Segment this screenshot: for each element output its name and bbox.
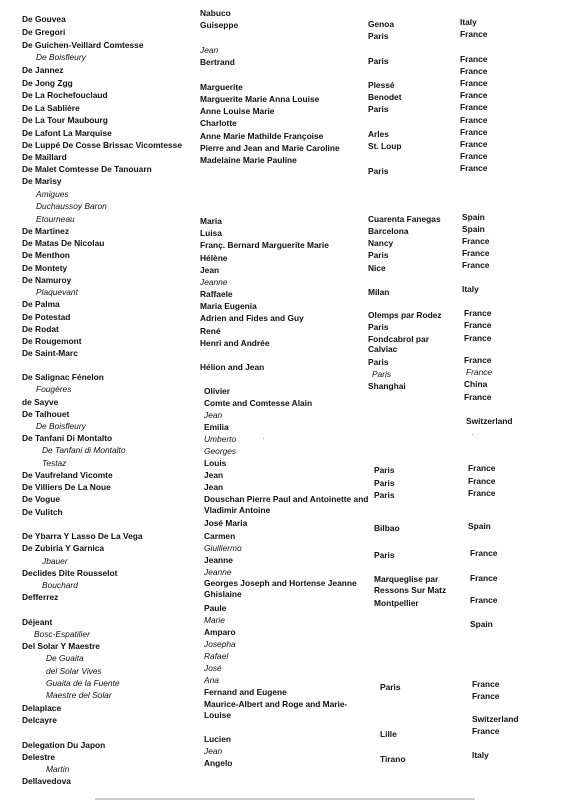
country: Spain: [470, 619, 493, 629]
surname: De Saint-Marc: [22, 348, 78, 358]
country: Italy: [472, 750, 489, 760]
city: Genoa: [368, 19, 395, 29]
country: France: [472, 679, 500, 689]
city: Cuarenta Fanegas: [368, 214, 441, 224]
given-name-sub: Jean: [204, 746, 223, 756]
surname: De Marisy: [22, 176, 62, 186]
city-sub: Paris: [372, 369, 392, 379]
surname-sub: Fougères: [36, 384, 72, 394]
city: Paris: [380, 682, 401, 692]
given-name: Nabuco: [200, 8, 231, 18]
given-name-sub: Rafael: [204, 651, 229, 661]
surname-sub: De Boisfleury: [36, 421, 86, 431]
surname: De Zubiria Y Garnica: [22, 543, 105, 553]
surname: De Vogue: [22, 494, 61, 504]
surname: De Gouvea: [22, 14, 66, 24]
given-name-sub: Jeanne: [200, 277, 228, 287]
given-name: Maria Eugenia: [200, 301, 257, 311]
given-name-sub: Giulliermo: [204, 543, 242, 553]
surname-sub: Etourneau: [36, 214, 75, 224]
given-name: Emilia: [204, 422, 229, 432]
surname-sub: del Solar Vives: [46, 666, 102, 676]
country: Spain: [468, 521, 491, 531]
country: France: [462, 236, 490, 246]
country: France: [460, 102, 488, 112]
given-name: Marguerite: [200, 82, 243, 92]
country: France: [460, 90, 488, 100]
surname: De Tanfani Di Montalto: [22, 433, 113, 443]
given-name: Anne Marie Mathilde Françoise: [200, 131, 324, 141]
city: Barcelona: [368, 226, 409, 236]
country: Italy: [462, 284, 479, 294]
country: Spain: [462, 212, 485, 222]
surname: Defferrez: [22, 592, 59, 602]
city: Lille: [380, 729, 397, 739]
surname: De Palma: [22, 299, 60, 309]
city: Paris: [368, 104, 389, 114]
city: Nancy: [368, 238, 394, 248]
city: Paris: [374, 465, 395, 475]
surname: de Sayve: [22, 397, 59, 407]
given-name: Carmen: [204, 531, 236, 541]
surname: De Matas De Nicolau: [22, 238, 105, 248]
country: France: [460, 29, 488, 39]
given-name: Jean: [204, 470, 224, 480]
country: France: [464, 320, 492, 330]
country: France: [472, 726, 500, 736]
country: France: [460, 127, 488, 137]
surname-sub: Jbauer: [42, 556, 68, 566]
city: Paris: [374, 490, 395, 500]
given-name: Jeanne: [204, 555, 233, 565]
given-name: Georges Joseph and Hortense Jeanne Ghislaine: [204, 578, 357, 599]
country: Switzerland: [472, 714, 519, 724]
surname: De Maillard: [22, 152, 67, 162]
country: France: [464, 355, 492, 365]
surname: De Vulitch: [22, 507, 63, 517]
given-name: Olivier: [204, 386, 231, 396]
city: Tirano: [380, 754, 406, 764]
country: France: [468, 488, 496, 498]
city: Paris: [368, 250, 389, 260]
city: Bilbao: [374, 523, 400, 533]
surname-sub: Plaquevant: [36, 287, 78, 297]
surname-sub: Testaz: [42, 458, 67, 468]
given-name: Fernand and Eugene: [204, 687, 287, 697]
surname: De Ybarra Y Lasso De La Vega: [22, 531, 143, 541]
city: Shanghai: [368, 381, 406, 391]
given-name-sub: Jean: [200, 45, 219, 55]
country: France: [470, 573, 498, 583]
country: France: [468, 463, 496, 473]
given-name: Hélion and Jean: [200, 362, 265, 372]
given-name: Adrien and Fides and Guy: [200, 313, 304, 323]
given-name: Madelaine Marie Pauline: [200, 155, 297, 165]
given-name: Charlotte: [200, 118, 237, 128]
surname: De Namuroy: [22, 275, 72, 285]
given-name: Angelo: [204, 758, 233, 768]
city: Montpellier: [374, 598, 419, 608]
given-name: Bertrand: [200, 57, 235, 67]
surname: Delcayre: [22, 715, 57, 725]
given-name-sub: Jeanne: [204, 567, 232, 577]
country: France: [470, 595, 498, 605]
given-name: Lucien: [204, 734, 231, 744]
surname-sub: Guaita de la Fuente: [46, 678, 120, 688]
surname: De Villiers De La Noue: [22, 482, 111, 492]
city: Benodet: [368, 92, 402, 102]
given-name: Comte and Comtesse Alain: [204, 398, 313, 408]
surname: De La Tour Maubourg: [22, 115, 108, 125]
city: Olemps par Rodez: [368, 310, 442, 320]
country: Italy: [460, 17, 477, 27]
city: Paris: [368, 31, 389, 41]
given-name-sub: Umberto: [204, 434, 237, 444]
city: St. Loup: [368, 141, 402, 151]
stray-mark: [263, 438, 264, 439]
city: Plessé: [368, 80, 395, 90]
country: France: [470, 548, 498, 558]
country: France: [460, 163, 488, 173]
stray-mark: [472, 434, 473, 435]
city: Milan: [368, 287, 390, 297]
country: France: [460, 66, 488, 76]
surname: De Malet Comtesse De Tanouarn: [22, 164, 152, 174]
country: China: [464, 379, 488, 389]
surname-sub: Bosc-Espatilier: [34, 629, 90, 639]
city: Paris: [374, 550, 395, 560]
country: Switzerland: [466, 416, 513, 426]
country: France: [460, 139, 488, 149]
surname: De Rougemont: [22, 336, 82, 346]
country: France: [468, 476, 496, 486]
surname: De Rodat: [22, 324, 59, 334]
given-name: Maurice-Albert and Roge and Marie-Louise: [204, 699, 348, 720]
given-name: Raffaele: [200, 289, 233, 299]
given-name: Douschan Pierre Paul and Antoinette and Vladimir Antoine: [204, 494, 369, 515]
given-name: Jean: [200, 265, 220, 275]
surname: De Luppé De Cosse Brissac Vicomtesse: [22, 140, 182, 150]
city: Paris: [368, 166, 389, 176]
surname: De Martinez: [22, 226, 70, 236]
surname-sub: De Boisfleury: [36, 52, 86, 62]
country: France: [464, 392, 492, 402]
surname: Del Solar Y Maestre: [22, 641, 100, 651]
country-sub: France: [466, 367, 493, 377]
country: France: [460, 78, 488, 88]
country: France: [462, 248, 490, 258]
surname: De Montety: [22, 263, 68, 273]
surname-sub: Bouchard: [42, 580, 78, 590]
given-name: Pierre and Jean and Marie Caroline: [200, 143, 340, 153]
given-name-sub: José: [204, 663, 222, 673]
surname: De Guichen-Veillard Comtesse: [22, 40, 144, 50]
given-name: Guiseppe: [200, 20, 239, 30]
surname: De Lafont La Marquise: [22, 128, 112, 138]
surname: Declides Dite Rousselot: [22, 568, 118, 578]
country: France: [472, 691, 500, 701]
given-name: Louis: [204, 458, 227, 468]
given-name: Hélène: [200, 253, 228, 263]
surname: De Salignac Fénelon: [22, 372, 104, 382]
city: Marqueglise par Ressons Sur Matz: [374, 574, 447, 595]
city: Fondcabrol par Calviac: [368, 334, 429, 354]
country: Spain: [462, 224, 485, 234]
given-name-sub: Josepha: [204, 639, 236, 649]
surname: Déjeant: [22, 617, 53, 627]
given-name: Maria: [200, 216, 222, 226]
given-name: Henri and Andrée: [200, 338, 270, 348]
given-name-sub: Georges: [204, 446, 237, 456]
surname: Delegation Du Japon: [22, 740, 106, 750]
given-name-sub: Jean: [204, 410, 223, 420]
city: Paris: [368, 56, 389, 66]
surname: Delestre: [22, 752, 56, 762]
city: Nice: [368, 263, 386, 273]
given-name: Amparo: [204, 627, 236, 637]
country: France: [462, 260, 490, 270]
surname: Dellavedova: [22, 776, 71, 786]
surname-sub: De Tanfani di Montalto: [42, 445, 126, 455]
surname: De La Sablière: [22, 103, 80, 113]
country: France: [460, 151, 488, 161]
country: France: [464, 308, 492, 318]
surname: De Vaufreland Vicomte: [22, 470, 113, 480]
city: Paris: [374, 478, 395, 488]
surname-sub: Amigues: [36, 189, 69, 199]
country: France: [460, 54, 488, 64]
city: Paris: [368, 357, 389, 367]
surname-sub: De Guaita: [46, 653, 84, 663]
city: Arles: [368, 129, 389, 139]
given-name-sub: Marie: [204, 615, 225, 625]
surname-sub: Duchaussoy Baron: [36, 201, 107, 211]
surname: De Potestad: [22, 312, 71, 322]
surname-sub: Martin: [46, 764, 70, 774]
given-name: Anne Louise Marie: [200, 106, 275, 116]
given-name: Franç. Bernard Marguerite Marie: [200, 240, 329, 250]
given-name: Paule: [204, 603, 227, 613]
surname: De La Rochefouclaud: [22, 90, 108, 100]
surname: De Menthon: [22, 250, 70, 260]
surname: De Jong Zgg: [22, 78, 73, 88]
given-name-sub: Ana: [204, 675, 219, 685]
given-name: José Maria: [204, 518, 248, 528]
surname-sub: Maestre del Solar: [46, 690, 112, 700]
surname: De Jannez: [22, 65, 64, 75]
given-name: Marguerite Marie Anna Louise: [200, 94, 320, 104]
given-name: Luisa: [200, 228, 222, 238]
country: France: [464, 333, 492, 343]
given-name: René: [200, 326, 221, 336]
given-name: Jean: [204, 482, 224, 492]
city: Paris: [368, 322, 389, 332]
country: France: [460, 115, 488, 125]
surname: Delaplace: [22, 703, 62, 713]
surname: De Talhouet: [22, 409, 70, 419]
surname: De Gregori: [22, 27, 66, 37]
